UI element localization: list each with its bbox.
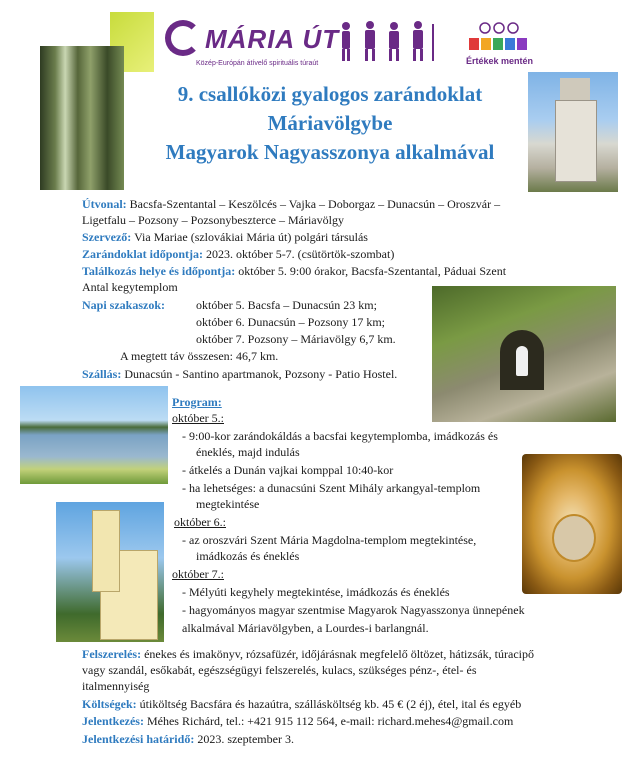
cost-text: útiköltség Bacsfára és hazaútra, szállásköltség kb. 45 € (2 éj), étel, ital és egyéb	[139, 697, 522, 711]
organizer-text: Via Mariae (szlovákiai Mária út) polgári társulás	[134, 230, 368, 244]
route-label: Útvonal:	[82, 197, 127, 211]
day1-item-2: - átkelés a Dunán vajkai komppal 10:40-kor	[182, 463, 394, 477]
pilgrims-silhouette-icon	[332, 20, 442, 62]
total-distance: A megtett táv összesen: 46,7 km.	[120, 349, 279, 363]
church-bell-tower	[92, 510, 120, 592]
program-label: Program:	[172, 395, 222, 409]
page-title	[130, 80, 530, 167]
lake-photo	[20, 386, 168, 484]
equipment-label: Felszerelés:	[82, 647, 142, 661]
meeting-label: Találkozás helye és időpontja:	[82, 264, 236, 278]
stage-3: október 7. Pozsony – Máriavölgy 6,7 km.	[196, 332, 396, 346]
date-text: 2023. október 5-7. (csütörtök-szombat)	[206, 247, 395, 261]
day1-label: október 5.:	[172, 411, 224, 425]
stage-1: október 5. Bacsfa – Dunacsún 23 km;	[196, 298, 377, 312]
date-label: Zarándoklat időpontja:	[82, 247, 204, 261]
meeting-row	[82, 263, 506, 279]
day1-item-1a: - 9:00-kor zarándokáldás a bacsfai kegytemplomba, imádkozás és	[182, 429, 498, 443]
day3-label: október 7.:	[172, 567, 224, 581]
logo-name: MÁRIA ÚT	[205, 24, 340, 54]
stages-label: Napi szakaszok:	[82, 298, 166, 312]
apply-row	[82, 713, 513, 729]
cost-label: Költségek:	[82, 697, 137, 711]
day3-item-2b: alkalmával Máriavölgyben, a Lourdes-i barlangnál.	[182, 621, 429, 635]
deadline-label: Jelentkezési határidő:	[82, 732, 195, 746]
maria-ut-swirl-icon	[165, 20, 201, 56]
logo-subtitle: Közép-Európán átívelő spirituális túraút	[196, 60, 319, 67]
apply-label: Jelentkezés:	[82, 714, 144, 728]
madonna-face	[552, 514, 596, 562]
mary-statue	[516, 346, 528, 376]
title-line-1: 9. csallóközi gyalogos zarándoklat	[177, 82, 483, 106]
equipment-text-2: vagy szandál, esőkabát, egészségügyi felszerelés, kulacs, szükséges pénz-, étel- és	[82, 663, 477, 677]
day2-item-1b: imádkozás és éneklés	[196, 549, 300, 563]
church-facade	[555, 100, 597, 182]
meeting-text-2: Antal kegytemplom	[82, 280, 178, 294]
date-row	[82, 246, 394, 262]
meeting-text-1: október 5. 9:00 órakor, Bacsfa-Szentantal, Páduai Szent	[238, 264, 507, 278]
values-icons	[465, 22, 533, 52]
lodging-text: Dunacsún - Santino apartmanok, Pozsony - Patio Hostel.	[124, 367, 398, 381]
day2-item-1a: - az oroszvári Szent Mária Magdolna-templom megtekintése,	[182, 533, 477, 547]
equipment-text-1: énekes és imakönyv, rózsafüzér, időjárásnak megfelelő öltözet, hátizsák, túracipő	[144, 647, 534, 661]
day1-item-3a: - ha lehetséges: a dunacsúni Szent Mihály arkangyal-templom	[182, 481, 481, 495]
title-line-3: Magyarok Nagyasszonya alkalmával	[165, 140, 495, 164]
cost-row	[82, 696, 521, 712]
day3-item-2a: - hagyományos magyar szentmise Magyarok Nagyasszonya ünnepének	[182, 603, 525, 617]
route-text-1: Bacsfa-Szentantal – Keszölcés – Vajka – Doborgaz – Dunacsún – Oroszvár –	[129, 197, 501, 211]
route-row	[82, 196, 500, 212]
lodging-label: Szállás:	[82, 367, 122, 381]
organizer-label: Szervező:	[82, 230, 132, 244]
forest-photo	[40, 46, 124, 190]
day3-item-1: - Mélyúti kegyhely megtekintése, imádkozás és éneklés	[182, 585, 450, 599]
organizer-row	[82, 229, 368, 245]
deadline-text: 2023. szeptember 3.	[197, 732, 294, 746]
apply-text: Méhes Richárd, tel.: +421 915 112 564, e-mail: richard.mehes4@gmail.com	[146, 714, 514, 728]
day1-item-3b: megtekintése	[196, 497, 260, 511]
route-text-2: Ligetfalu – Pozsony – Pozsonybeszterce – Máriavölgy	[82, 213, 344, 227]
equipment-text-3: italmennyiség	[82, 679, 150, 693]
day2-label: október 6.:	[174, 515, 226, 529]
deadline-row	[82, 731, 294, 747]
tagline: Értékek mentén	[466, 56, 534, 66]
day1-item-1b: éneklés, majd indulás	[196, 445, 300, 459]
title-line-2: Máriavölgybe	[267, 111, 393, 135]
equipment-row	[82, 646, 534, 662]
lodging-row	[82, 366, 397, 382]
stage-2: október 6. Dunacsún – Pozsony 17 km;	[196, 315, 385, 329]
